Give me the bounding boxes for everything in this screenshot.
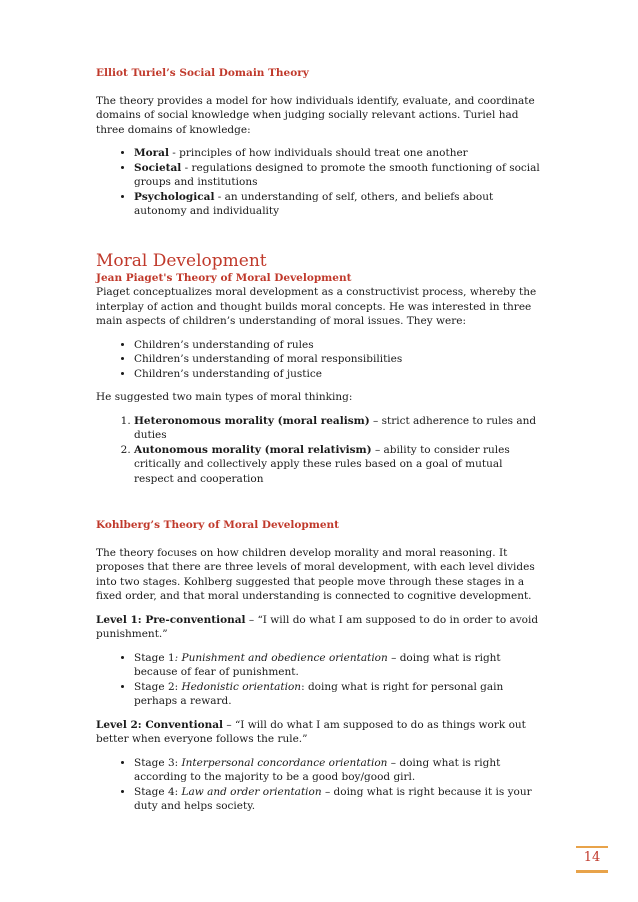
stage-text: – doing what is right because it is your duty and helps society. [134,785,532,812]
list-item [134,785,544,814]
level1 [96,613,544,642]
domain-text: - regulations designed to promote the smooth functioning of social groups and institutions [134,161,540,188]
type-text: – strict adherence to rules and duties [134,414,537,441]
turiel-intro: The theory provides a model for how individuals identify, evaluate, and coordinate domains of social knowledge when judging socially relevant actions. Turiel had three domains of knowledge: [96,94,535,136]
list-item: • Children’s understanding of rules [134,338,544,353]
list-item [134,651,544,680]
stage-text: – doing what is right according to the majority to be a good boy/good girl. [134,756,501,783]
turiel-domains-list [96,146,544,219]
level1-term: Level 1: Pre-conventional [96,613,246,626]
turiel-heading: Elliot Turiel’s Social Domain Theory [96,67,309,79]
level1-text: – “I will do what I am supposed to do in order to avoid punishment.” [96,613,539,640]
page-number-text: 14 [583,850,601,865]
list-item: • Children’s understanding of justice [134,367,544,382]
kohlberg-heading: Kohlberg’s Theory of Moral Development [96,519,340,531]
level2-stages-list [96,756,544,814]
type-text: – ability to consider rules critically and collectively apply these rules based on a goal of mutual respect and cooperation [134,443,510,485]
list-item [134,680,544,709]
moral-types-list [96,414,544,487]
level1-stages-list [96,651,544,709]
stage-sep: : [174,651,182,664]
stage-name: Law and order orientation [181,785,322,798]
stage-prefix: Stage 4: [134,785,182,798]
list-item: • Children’s understanding of moral responsibilities [134,352,544,367]
domain-term: Psychological [134,190,215,203]
page-content [96,66,544,814]
stage-text: : doing what is right for personal gain perhaps a reward. [134,680,504,707]
level2-text: – “I will do what I am supposed to do as things work out better when everyone follows the rule.” [96,718,526,745]
kohlberg-intro: The theory focuses on how children develop morality and moral reasoning. It proposes that there are three levels of moral development, with each level divides into two stages. Kohlberg suggested that people move through these stages in a fixed order, and that moral understanding is connected to cognitive development. [96,546,535,602]
level2 [96,718,544,747]
page-number-rule-bottom [576,870,608,873]
piaget-intro: Piaget conceptualizes moral development as a constructivist process, whereby the interplay of action and thought builds moral concepts. He was interested in three main aspects of children’s understanding of moral issues. They were: [96,286,537,327]
stage-name: Hedonistic orientation [181,680,302,693]
types-intro: He suggested two main types of moral thinking: [96,391,353,403]
list-item [134,756,544,785]
list-item [134,414,544,443]
stage-name: Punishment and obedience orientation [181,651,388,664]
page-number-rule-top [576,846,608,848]
list-item [134,190,544,219]
type-term: Autonomous morality (moral relativism) [134,443,372,456]
list-item [134,443,544,487]
piaget-heading: Jean Piaget's Theory of Moral Development [96,271,352,284]
domain-text: - principles of how individuals should treat one another [168,147,468,159]
stage-prefix: Stage 3: [134,756,182,769]
domain-term: Societal [134,161,182,174]
list-item [134,146,544,161]
stage-prefix: Stage 2: [134,680,182,693]
list-item [134,161,544,190]
level2-term: Level 2: Conventional [96,718,224,731]
stage-text: – doing what is right because of fear of punishment. [134,651,501,678]
stage-name: Interpersonal concordance orientation [181,756,388,769]
domain-term: Moral [134,147,169,159]
stage-prefix: Stage 1 [134,651,175,664]
type-term: Heteronomous morality (moral realism) [134,414,370,427]
piaget-aspects-list [96,338,544,382]
page-number [578,850,606,865]
domain-text: - an understanding of self, others, and beliefs about autonomy and individuality [134,190,494,217]
section-title: Moral Development [96,250,267,271]
